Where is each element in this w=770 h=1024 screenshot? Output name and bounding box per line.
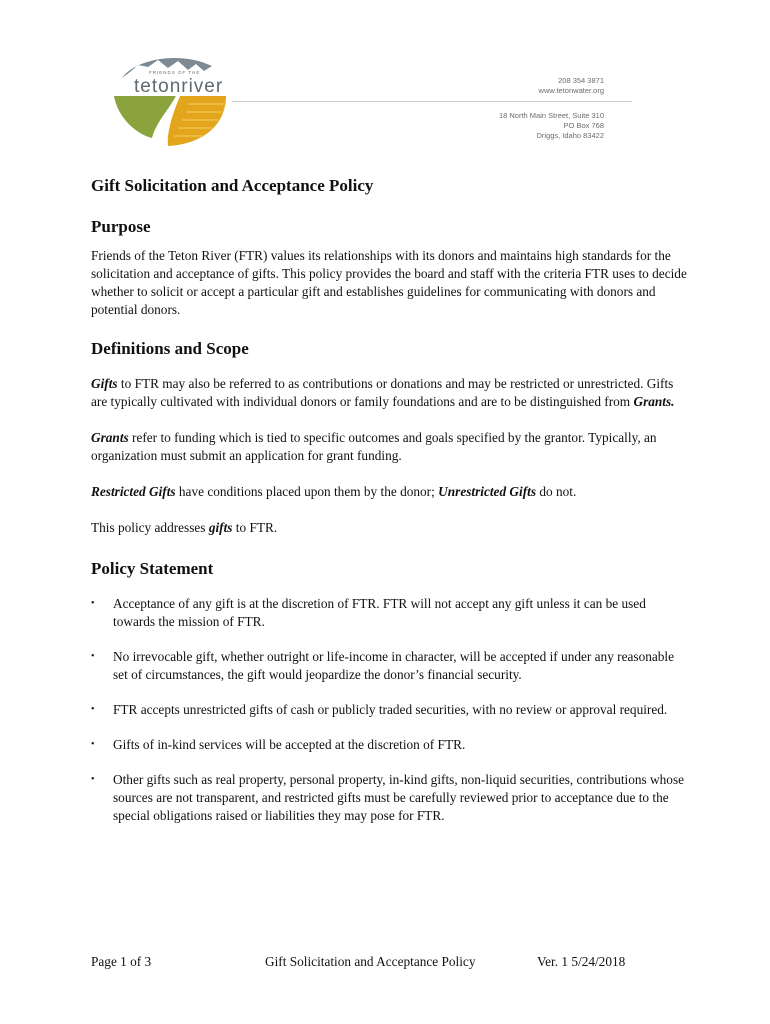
list-item: • Gifts of in-kind services will be accepted at the discretion of FTR. (91, 736, 691, 754)
list-item: • Acceptance of any gift is at the discretion of FTR. FTR will not accept any gift unless it can be used towards the mission of FTR. (91, 595, 691, 631)
policy-list (91, 595, 691, 825)
phone: 208 354 3871 (558, 76, 604, 85)
grants-definition (91, 429, 691, 465)
policy-heading: Policy Statement (91, 559, 214, 578)
document-body (91, 174, 691, 842)
scope-statement (91, 519, 691, 537)
logo-wordmark: tetonriver (134, 76, 224, 97)
grants-text: refer to funding which is tied to specific outcomes and goals specified by the grantor. Typically, an organization must submit an application for grant funding. (91, 430, 657, 463)
list-item: • FTR accepts unrestricted gifts of cash or publicly traded securities, with no review or approval required. (91, 701, 691, 719)
list-item: • No irrevocable gift, whether outright or life-income in character, will be accepted if under any reasonable set of circumstances, the gift would jeopardize the donor’s financial security. (91, 648, 691, 684)
restricted-text: have conditions placed upon them by the donor; (175, 484, 439, 499)
gifts-term: Gifts (91, 376, 118, 391)
footer-title: Gift Solicitation and Acceptance Policy (265, 954, 476, 969)
gifts-definition (91, 375, 691, 411)
restricted-term: Restricted Gifts (91, 484, 176, 499)
restricted-definition (91, 483, 691, 501)
scope-pre: This policy addresses (91, 520, 209, 535)
scope-post: to FTR. (232, 520, 278, 535)
footer-version: Ver. 1 5/24/2018 (537, 954, 626, 969)
purpose-heading: Purpose (91, 217, 151, 236)
website[interactable]: www.tetonwater.org (538, 86, 604, 95)
grants-reference: Grants. (633, 394, 675, 409)
scope-term: gifts (208, 520, 233, 535)
definitions-heading: Definitions and Scope (91, 339, 249, 358)
address-po-box: PO Box 768 (563, 121, 604, 130)
gifts-text: to FTR may also be referred to as contributions or donations and may be restricted or unrestricted. Gifts are typically cultivated with individual donors or family foundations and are to be distinguished from (91, 376, 674, 409)
address-street: 18 North Main Street, Suite 310 (498, 111, 604, 120)
unrestricted-text: do not. (536, 484, 577, 499)
grants-term: Grants (91, 430, 129, 445)
contact-block (539, 76, 604, 96)
document-title: Gift Solicitation and Acceptance Policy (91, 176, 374, 195)
address-city: Driggs, Idaho 83422 (536, 131, 604, 140)
footer-page-number: Page 1 of 3 (91, 954, 152, 969)
list-item: • Other gifts such as real property, personal property, in-kind gifts, non-liquid securities, contributions whose sources are not transparent, and restricted gifts must be carefully reviewed prior to acceptance due to the special obligations raised or liabilities they may pose for FTR. (91, 771, 691, 825)
purpose-paragraph: Friends of the Teton River (FTR) values its relationships with its donors and maintains high standards for the solicitation and acceptance of gifts. This policy provides the board and staff with the criteria FTR uses to decide whether to solicit or accept a particular gift and establishes guidelines for communicating with donors and potential donors. (91, 248, 687, 317)
letterhead-divider (232, 101, 632, 102)
address-block (499, 111, 604, 141)
logo-tagline: FRIENDS OF THE (149, 70, 201, 75)
teton-river-logo (108, 52, 238, 152)
unrestricted-term: Unrestricted Gifts (438, 484, 537, 499)
